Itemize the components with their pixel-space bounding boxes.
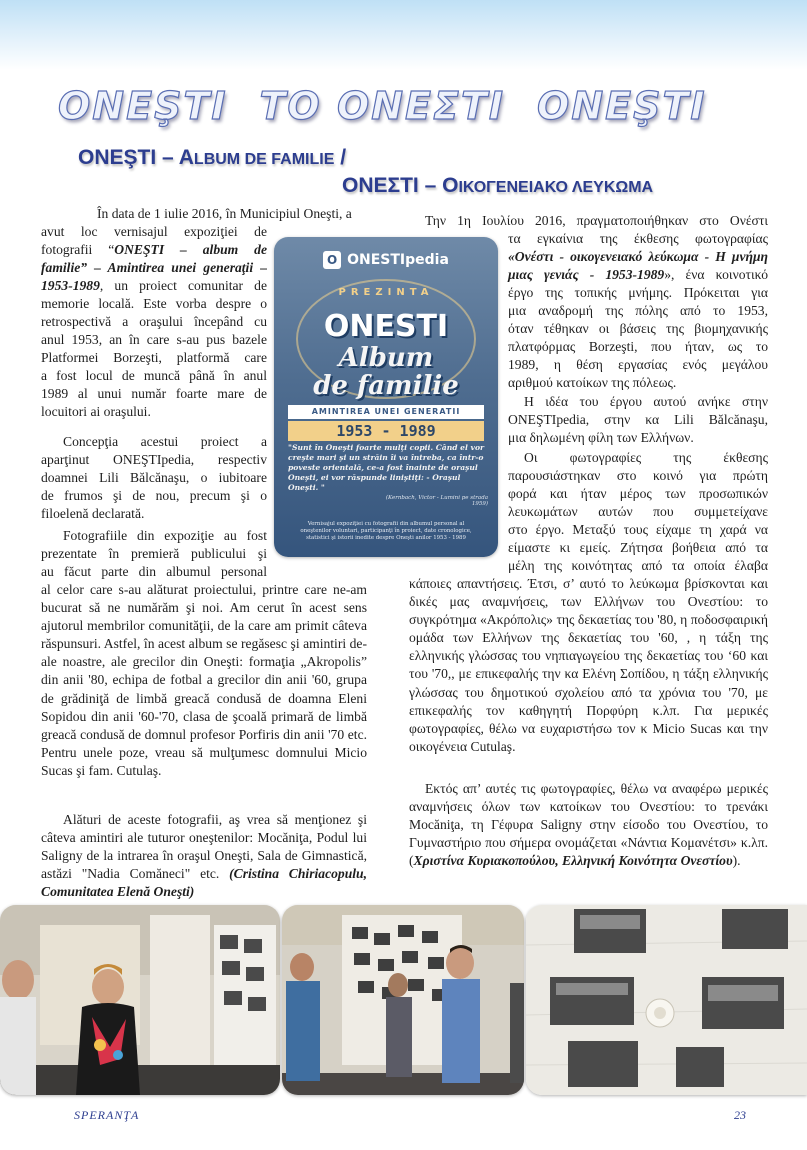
ro-line: fotografii “ONEŞTI – album de (41, 242, 267, 257)
article-title-romanian: ONEŞTI – ALBUM DE FAMILIE / (78, 146, 347, 169)
gr-line: λευκωμάτων αυτών που συμμετείχανε (508, 504, 768, 519)
gr-line: Η ιδέα του έργου αυτού ανήκε στην (524, 394, 768, 409)
gr-line: τα εγκαίνια της έκθεσης φωτογραφίας (508, 231, 768, 246)
ro-line: 1953-1989, un proiect comunitar de (41, 278, 267, 293)
top-gradient-band (0, 0, 807, 70)
gr-line: στο έργο. Μεταξύ τους είχαμε τη χαρά να (508, 522, 768, 537)
gr-line: πλατφόρμας Borzeşti, που ήταν, ως το (508, 339, 768, 354)
ro-paragraph: al celor care s-au alăturat proiectului, printre care ne-am bucurat să ne numărăm şi noi. Am cerut în acest sens ajutorul membrilor comunităţii, de la care am primit câteva răspunsuri. Astfel, în acest album se regăsesc şi amintiri de-ale noastre, ale grecilor din Oneşti: formaţia „Akropolis” din anii '80, echipa de fotbal a grecilor din anii '60, grupa de grădiniţă de limbă greacă condusă de doamna Eleni Sopidou din anii '60-'70, clasa de şcoală primară de limbă greacă condusă de domnul profesor Porfiris din anii '70 etc. Pentru unele poze, vreau să mulţumesc domnului Micio Sucas şi fam. Cutulaş. (41, 582, 367, 778)
ro-line: familie” – Amintirea unei generaţii – (41, 260, 267, 275)
poster-source: (Kernbach, Victor - Lumini pe strada 1959) (385, 495, 488, 507)
onestipedia-logo (274, 245, 498, 275)
gr-line: φορά και ήταν μέρος των προσωπικών (508, 486, 768, 501)
magazine-name: SPERANŢA (74, 1108, 140, 1122)
ro-paragraph: Alături de aceste fotografii, aş vrea să menţionez şi câteva amintiri ale tuturor oneştenilor: Mocăniţa, Podul lui Saligny de la intrarea în oraşul Oneşti, Sala de Gimnastică, astăzi "Nadia Comăneci" etc. (Cristina Chiriacopulu, Comunitatea Elenă Oneşti) (41, 812, 367, 900)
masthead-word-2: ΤΟ ΟΝΕΣΤΙ (259, 84, 506, 128)
gr-line: 1989, η θέση εργασίας ενός μεγάλου (508, 357, 768, 372)
ro-line: a fost locul de muncă până în anul (41, 368, 267, 383)
logo-text: ONESTIpedia (347, 252, 449, 268)
photo-handshake-image (282, 905, 524, 1095)
poster-ribbon: AMINTIREA UNEI GENERATII (288, 405, 484, 419)
gr-line: ONEŞTIpedia, στην κα Lili Bălcănaşu, (508, 412, 768, 427)
gr-line: παρουσιάστηκαν στο κοινό για πρώτη (508, 468, 768, 483)
gr-line: είμαστε κι εμείς. Ζήτησα βοήθεια από τα (508, 540, 768, 555)
article-title-greek: ΟΝΕΣΤΙ – ΟΙΚΟΓΕΝΕΙΑΚΟ ΛΕΥΚΩΜΑ (342, 174, 654, 197)
poster-footnote: Vernisajul expoziţiei cu fotografii din albumul personal al oneştenilor voluntari, participanţi în proiect, date cronologice, statistici şi istorii inedite despre Oneşti anilor 1953 - 1989 (300, 521, 472, 541)
ro-line: retrospectivă a oraşului începând cu (41, 314, 267, 329)
poster-script-album: Album (338, 343, 434, 373)
masthead-word-1: ONEŞTI (58, 84, 228, 128)
ro-line: prezentate în premieră publicului şi (41, 546, 267, 561)
ro-line: 1989 al unui număr foarte mare de (41, 386, 267, 401)
gr-line: «Ονέστι - οικογενειακό λεύκωμα - Η μνήμη (508, 249, 768, 264)
ro-line: avut loc vernisajul expoziţiei de (41, 224, 267, 239)
logo-icon: O (323, 251, 341, 269)
poster-script-familie: de familie (313, 371, 459, 401)
ro-line: doamnei Lili Bălcănaşu, o iubitoare (41, 470, 267, 485)
ro-line: au făcut parte din albumul personal (41, 564, 267, 579)
masthead (58, 84, 758, 130)
ro-line: filoelenă declarată. (41, 506, 145, 521)
poster-prezinta: PREZINTA (338, 287, 434, 298)
photo-album-display-image (526, 905, 807, 1095)
ro-line: de frumos şi de nou, precum şi o (41, 488, 267, 503)
gr-paragraph: Εκτός απ’ αυτές τις φωτογραφίες, θέλω να αναφέρω μερικές αναμνήσεις όλων των κατοίκων του Ονεστίου: το τρενάκι Mocăniţa, τη Γέφυρα Saligny στην είσοδο του Ονεστίου, το Γυμναστήριο που σήμερα ονομάζεται «Νάντια Κομανέτσι» κ.λπ. (Χριστίνα Κυριακοπούλου, Ελληνική Κοινότητα Ονεστίου). (409, 781, 768, 869)
gr-line: μια αναδρομή της πόλης από το 1953, (508, 303, 768, 318)
ro-line: În data de 1 iulie 2016, în Municipiul Oneşti, a (97, 206, 352, 221)
ro-line: memorie locală. Este vorba despre o (41, 296, 267, 311)
ro-line: locuitori ai oraşului. (41, 404, 151, 419)
ro-line: aparţinut ONEŞTIpedia, respectiv (41, 452, 267, 467)
gr-line: όταν τέθηκαν οι βάσεις της βιομηχανικής (508, 321, 768, 336)
photo-exhibition-visitors (0, 905, 280, 1095)
photo-exhibition-visitors-image (0, 905, 280, 1095)
ro-line: Concepţia acestui proiect a (63, 434, 267, 449)
gr-line: έργο της τοπικής μνήμης. Πρόκειται για (508, 285, 768, 300)
gr-paragraph: κάποιες απαντήσεις. Έτσι, σ’ αυτό το λεύκωμα βρίσκονται και δικές μας αναμνήσεις, των Ελλήνων του Ονεστίου: το συγκρότημα «Ακρόπολις» της δεκαετίας του '80, η ποδοσφαιρική ομάδα των Ελλήνων της δεκαετίας του '60, , η τάξη της ελληνικής γλώσσας του νηπιαγωγείου της δεκαετίας του ‘60 και του '70,, με επικεφαλής την κα Ελένη Σοπίδου, η τάξη ελληνικής γλώσσας του δημοτικού σχολείου από τα χρόνια του '70, με επικεφαλής τον καθηγητή Πορφύρη κ.λπ. Για μερικές φωτογραφίες, θέλω να ευχαριστήσω τον κ Micio Sucas και την οικογένεια Cutulaş. (409, 576, 768, 754)
poster-quote: "Sunt în Oneşti foarte mulţi copii. Când el vor creşte mari şi un străin îi va întreba, ca într-o poveste orientală, ce-a fost înainte de oraşul Oneşti, ei vor răspunde liniştiţi: - Oraşul Oneşti. " (288, 443, 485, 492)
poster-title: ONESTI (323, 309, 449, 344)
ro-line: Platformei Borzeşti, platformă care (41, 350, 267, 365)
exhibition-poster (274, 237, 498, 557)
photo-handshake (282, 905, 524, 1095)
gr-line: Την 1η Ιουλίου 2016, πραγματοποιήθηκαν στο Ονέστι (425, 213, 768, 228)
gr-line: μιας γενιάς - 1953-1989», ένα κοινοτικό (508, 267, 768, 282)
gr-line: αριθμού κατοίκων της πόλεως. (508, 375, 677, 390)
photo-album-display (526, 905, 807, 1095)
poster-years: 1953 - 1989 (288, 421, 484, 441)
ro-line: Fotografiile din expoziţie au fost (63, 528, 267, 543)
masthead-word-3: ONEŞTI (537, 84, 707, 128)
ro-line: anul 1953, an în care s-au pus bazele (41, 332, 267, 347)
gr-line: μια δηλωμένη φίλη των Ελλήνων. (508, 430, 694, 445)
gr-line: μέλη της κοινότητας από τα οποία έλαβα (508, 558, 768, 573)
gr-line: Οι φωτογραφίες της έκθεσης (524, 450, 768, 465)
page-number: 23 (734, 1108, 746, 1122)
